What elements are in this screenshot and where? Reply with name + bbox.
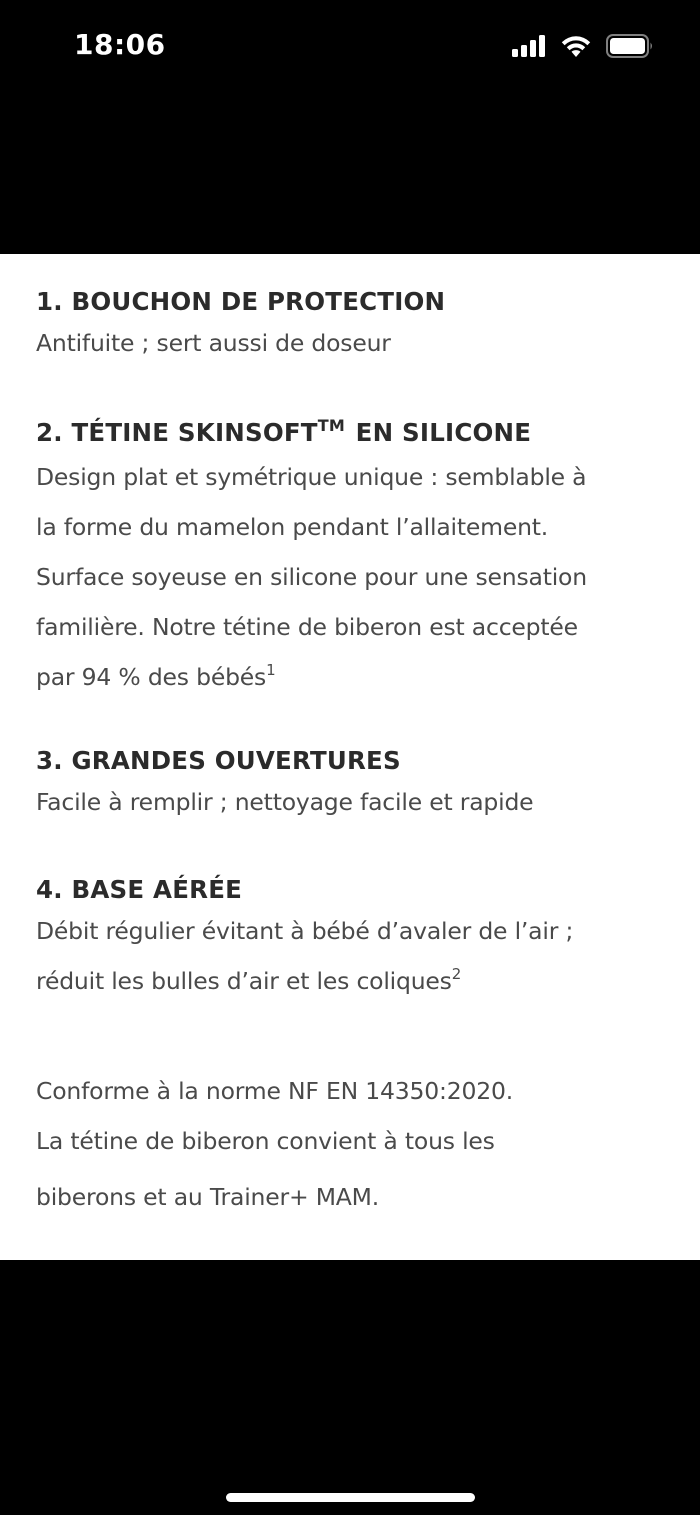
compliance-text: Conforme à la norme NF EN 14350:2020. [36,1077,514,1105]
status-icons [512,33,654,59]
trademark-mark: TM [317,416,345,435]
footnote-ref: 2 [451,965,462,983]
heading-main: 2. TÉTINE SKINSOFT [36,418,318,447]
section-heading: 1. BOUCHON DE PROTECTION [36,287,446,316]
status-bar [0,0,700,96]
wifi-icon [560,34,592,58]
compliance-text: biberons et au Trainer+ MAM. [36,1183,380,1211]
section-text: Antifuite ; sert aussi de doseur [36,329,391,357]
heading-end: EN SILICONE [346,418,532,447]
section-protection-cap [36,286,676,368]
section-vented-base [36,874,676,1009]
section-text: Facile à remplir ; nettoyage facile et rapide [36,788,534,816]
home-indicator[interactable] [226,1493,475,1502]
section-wide-openings [36,745,676,827]
section-text [36,956,676,1009]
battery-icon [606,34,654,58]
section-heading: 4. BASE AÉRÉE [36,875,243,904]
signal-icon [512,35,546,57]
section-text: Surface soyeuse en silicone pour une sensation [36,563,587,591]
footnote-ref: 1 [266,661,276,679]
section-heading [36,417,676,452]
section-teat [36,417,676,705]
last-line: réduit les bulles d’air et les coliques [36,967,452,995]
compliance-text: La tétine de biberon convient à tous les [36,1127,495,1155]
compliance-note [36,1066,676,1228]
status-time: 18:06 [74,28,166,61]
section-text: la forme du mamelon pendant l’allaitement. [36,513,549,541]
section-text [36,652,676,705]
section-text: familière. Notre tétine de biberon est acceptée [36,613,578,641]
last-line: par 94 % des bébés [36,663,267,691]
section-heading: 3. GRANDES OUVERTURES [36,746,401,775]
section-text: Design plat et symétrique unique : semblable à [36,463,587,491]
product-description-panel [0,254,700,1260]
section-text: Débit régulier évitant à bébé d’avaler de l’air ; [36,917,574,945]
